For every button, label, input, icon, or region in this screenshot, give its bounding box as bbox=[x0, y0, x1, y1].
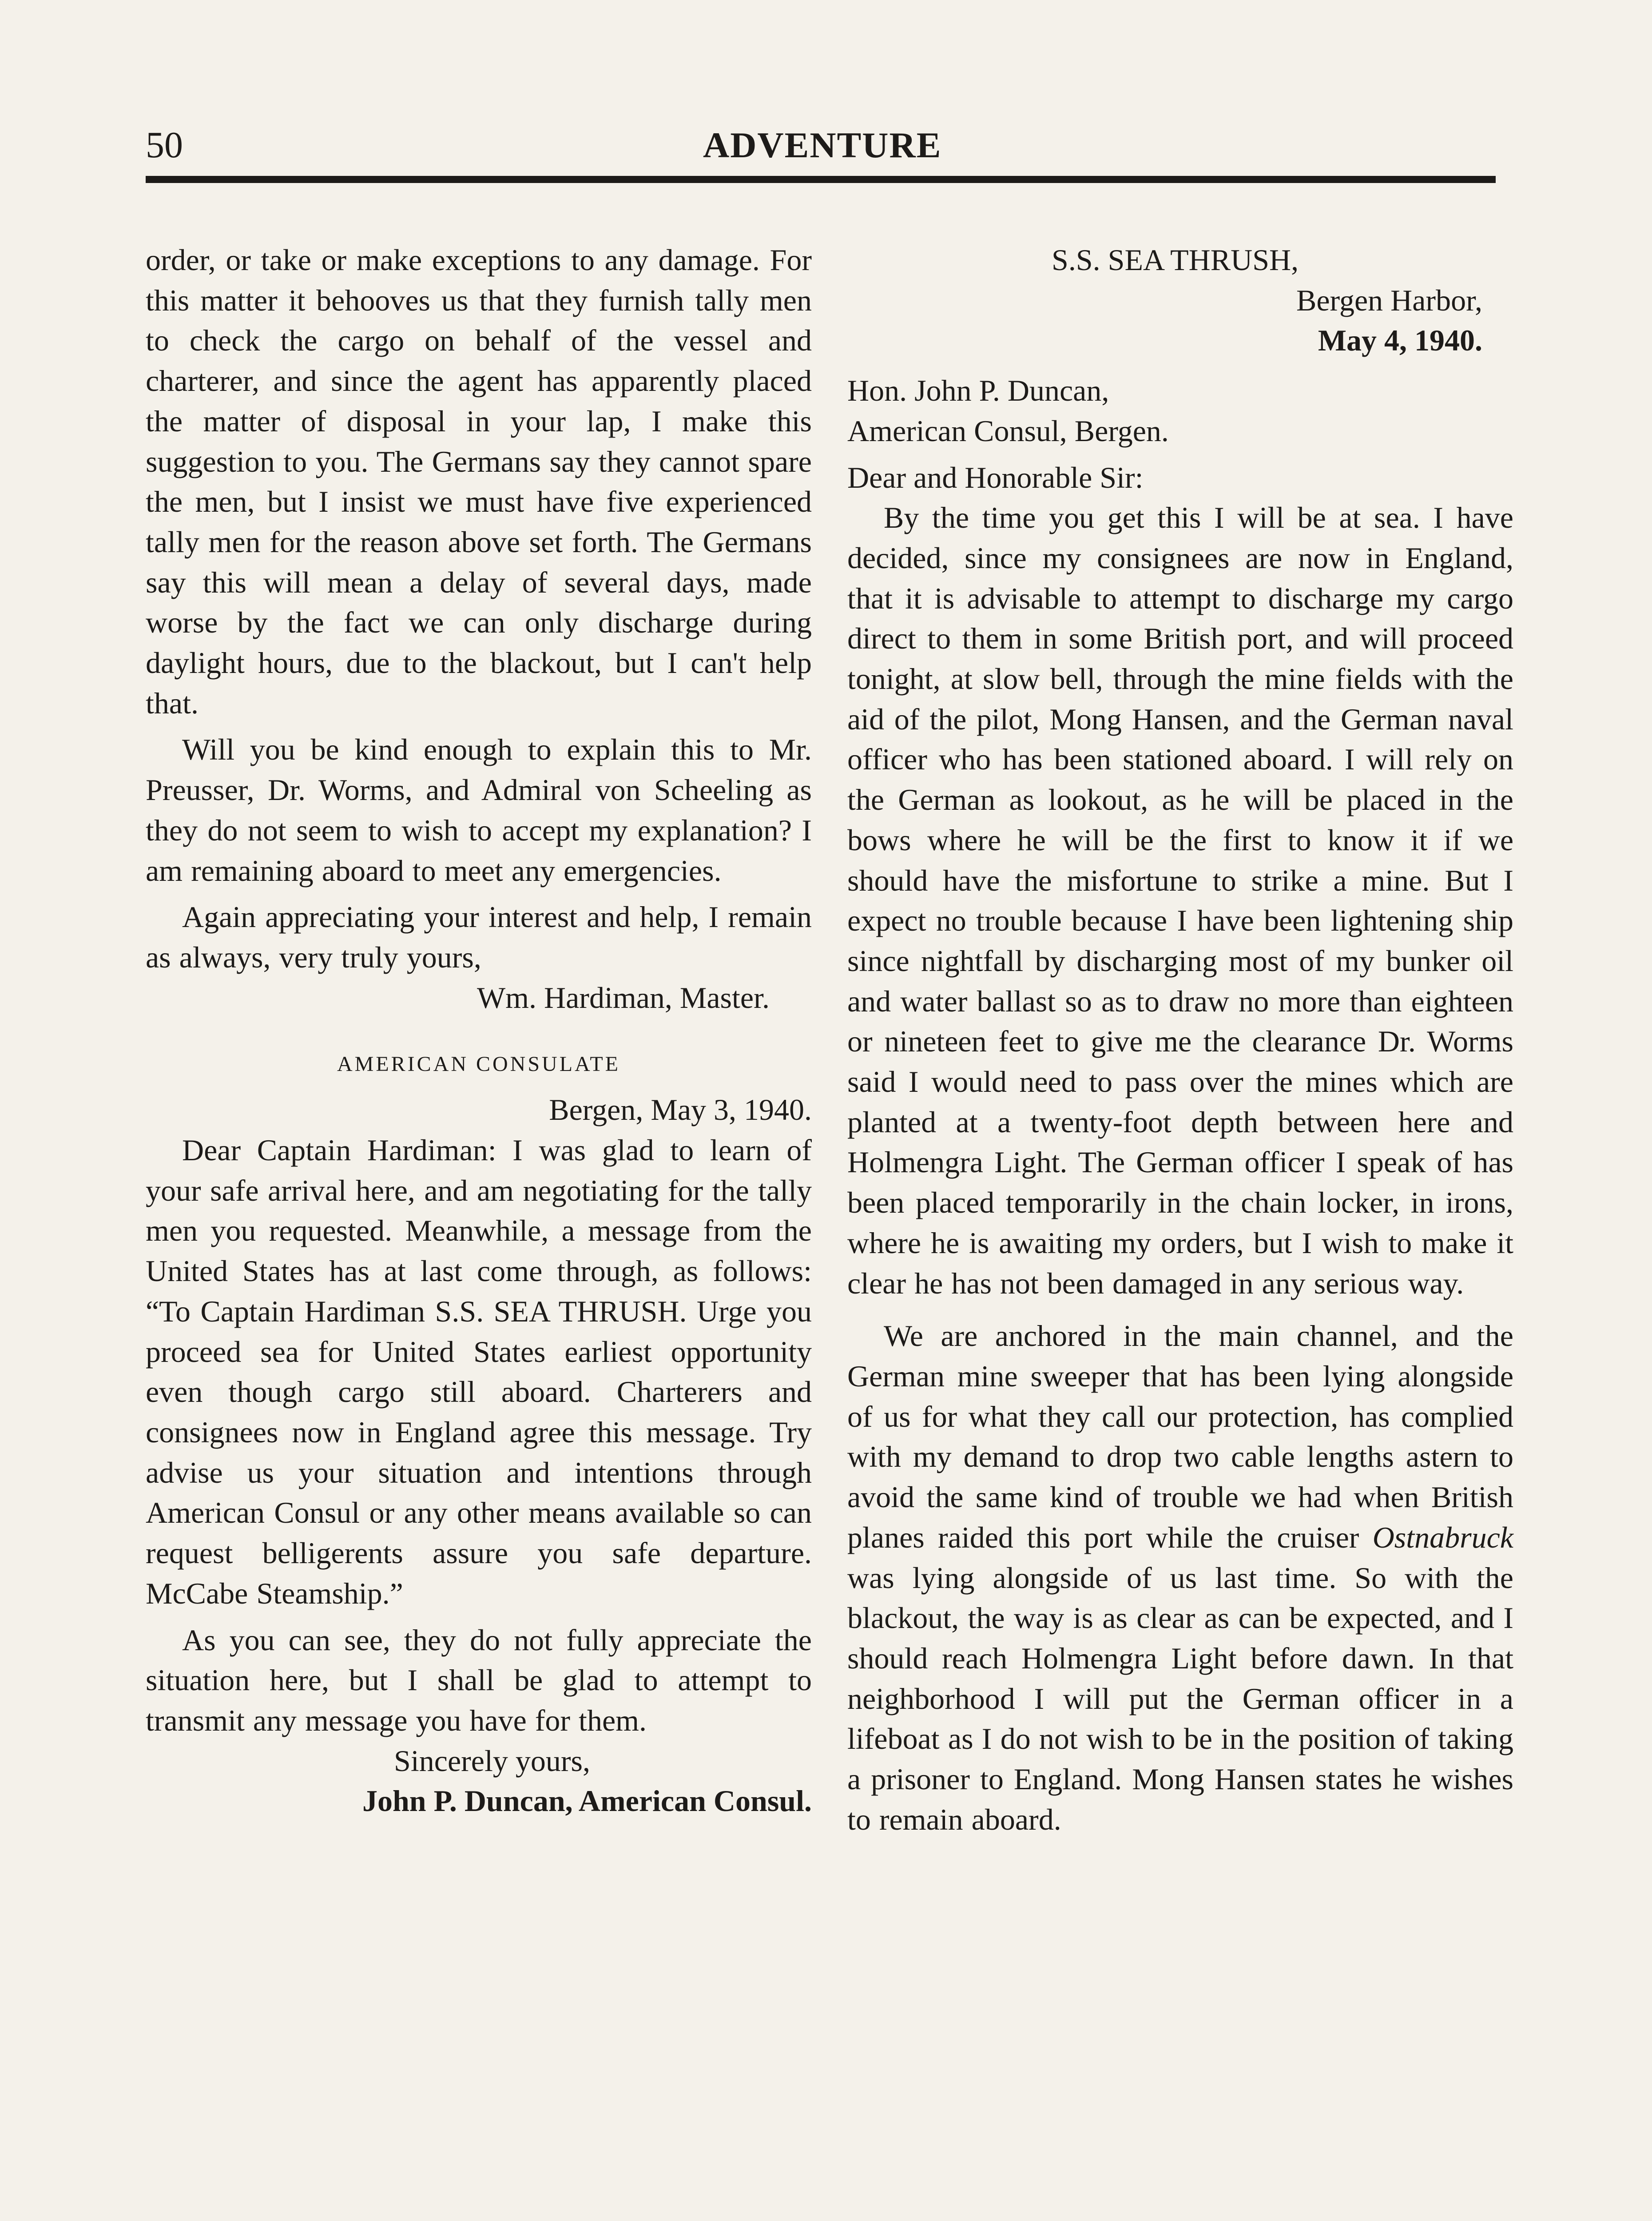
consul-second-paragraph: As you can see, they do not fully appreciate the situation here, but I shall be glad to attempt to transmit any message you have for them. bbox=[146, 1623, 812, 1737]
page-number: 50 bbox=[146, 124, 183, 166]
addressee-title: American Consul, Bergen. bbox=[847, 414, 1169, 448]
consul-signature: John P. Duncan, American Consul. bbox=[362, 1784, 812, 1818]
master-signature: Wm. Hardiman, Master. bbox=[477, 980, 770, 1015]
ship-name-line: S.S. SEA THRUSH, bbox=[1052, 243, 1299, 277]
consulate-dateline: Bergen, May 3, 1940. bbox=[549, 1093, 812, 1127]
sincerely-closing: Sincerely yours, bbox=[394, 1743, 590, 1778]
cruiser-name: Ostnabruck bbox=[1372, 1520, 1513, 1554]
magazine-title: ADVENTURE bbox=[703, 125, 942, 165]
consulate-heading: AMERICAN CONSULATE bbox=[337, 1052, 620, 1076]
consul-letter-paragraph: Dear Captain Hardiman: I was glad to learn of your safe arrival here, and am negotiating for the tally men you requested. Meanwhile, a message from the United States has at last come through, as follows: “To Captain Hardiman S.S. SEA THRUSH. Urge you proceed sea for United States earliest opportunity even though cargo still aboard. Charterers and consignees now in England agree this message. Try advise us your situation and intentions through American Consul or any other means available so can request belligerents assure you safe departure. McCabe Steamship.” bbox=[146, 1133, 812, 1610]
anchorage-text-part1: We are anchored in the main channel, and the German mine sweeper that has been lying alongside of us for what they call our protection, has complied with my demand to drop two cable lengths astern to avoid the same kind of trouble we had when British planes raided this port while the cruiser bbox=[847, 1319, 1513, 1554]
anchorage-paragraph bbox=[847, 1316, 1513, 1839]
letter-continuation-paragraph: order, or take or make exceptions to any damage. For this matter it behooves us that they furnish tally men to check the cargo on behalf of the vessel and charterer, and since the agent has apparently placed the matter of disposal in your lap, I make this suggestion to you. The Germans say they cannot spare the men, but I insist we must have five experienced tally men for the reason above set forth. The Germans say this will mean a delay of several days, made worse by the fact we can only discharge during daylight hours, due to the blackout, but I can't help that. bbox=[146, 243, 812, 720]
left-column bbox=[146, 240, 812, 1821]
explain-request-paragraph: Will you be kind enough to explain this to Mr. Preusser, Dr. Worms, and Admiral von Scheeling as they do not seem to wish to accept my explanation? I am remaining aboard to meet any emergencies. bbox=[146, 732, 812, 888]
addressee-name: Hon. John P. Duncan, bbox=[847, 374, 1109, 408]
letter-dateline: May 4, 1940. bbox=[1318, 323, 1482, 358]
right-column bbox=[847, 240, 1513, 1839]
header-rule bbox=[146, 176, 1496, 183]
anchorage-text-part2: was lying alongside of us last time. So with the blackout, the way is as clear as can be expected, and I should reach Holmengra Light before dawn. In that neighborhood I will put the German officer in a lifeboat as I do not wish to be in the position of taking a prisoner to England. Mong Hansen states he wishes to remain aboard. bbox=[847, 1560, 1513, 1836]
captain-letter-paragraph: By the time you get this I will be at sea. I have decided, since my consignees are now in England, that it is advisable to attempt to discharge my cargo direct to them in some British port, and will proceed tonight, at slow bell, through the mine fields with the aid of the pilot, Mong Hansen, and the German naval officer who has been stationed aboard. I will rely on the German as lookout, as he will be placed in the bows where he will be the first to know it if we should have the misfortune to strike a mine. But I expect no trouble because I have been lightening ship since nightfall by discharging most of my bunker oil and water ballast so as to draw no more than eighteen or nineteen feet to give me the clearance Dr. Worms said I would need to pass over the mines which are planted at a twenty-foot depth between here and Holmengra Light. The German officer I speak of has been placed temporarily in the chain locker, in irons, where he is awaiting my orders, but I wish to make it clear he has not been damaged in any serious way. bbox=[847, 501, 1513, 1300]
page-header bbox=[146, 121, 1496, 170]
salutation: Dear and Honorable Sir: bbox=[847, 460, 1144, 494]
closing-paragraph: Again appreciating your interest and help, I remain as always, very truly yours, bbox=[146, 900, 812, 974]
location-line: Bergen Harbor, bbox=[1296, 283, 1482, 317]
